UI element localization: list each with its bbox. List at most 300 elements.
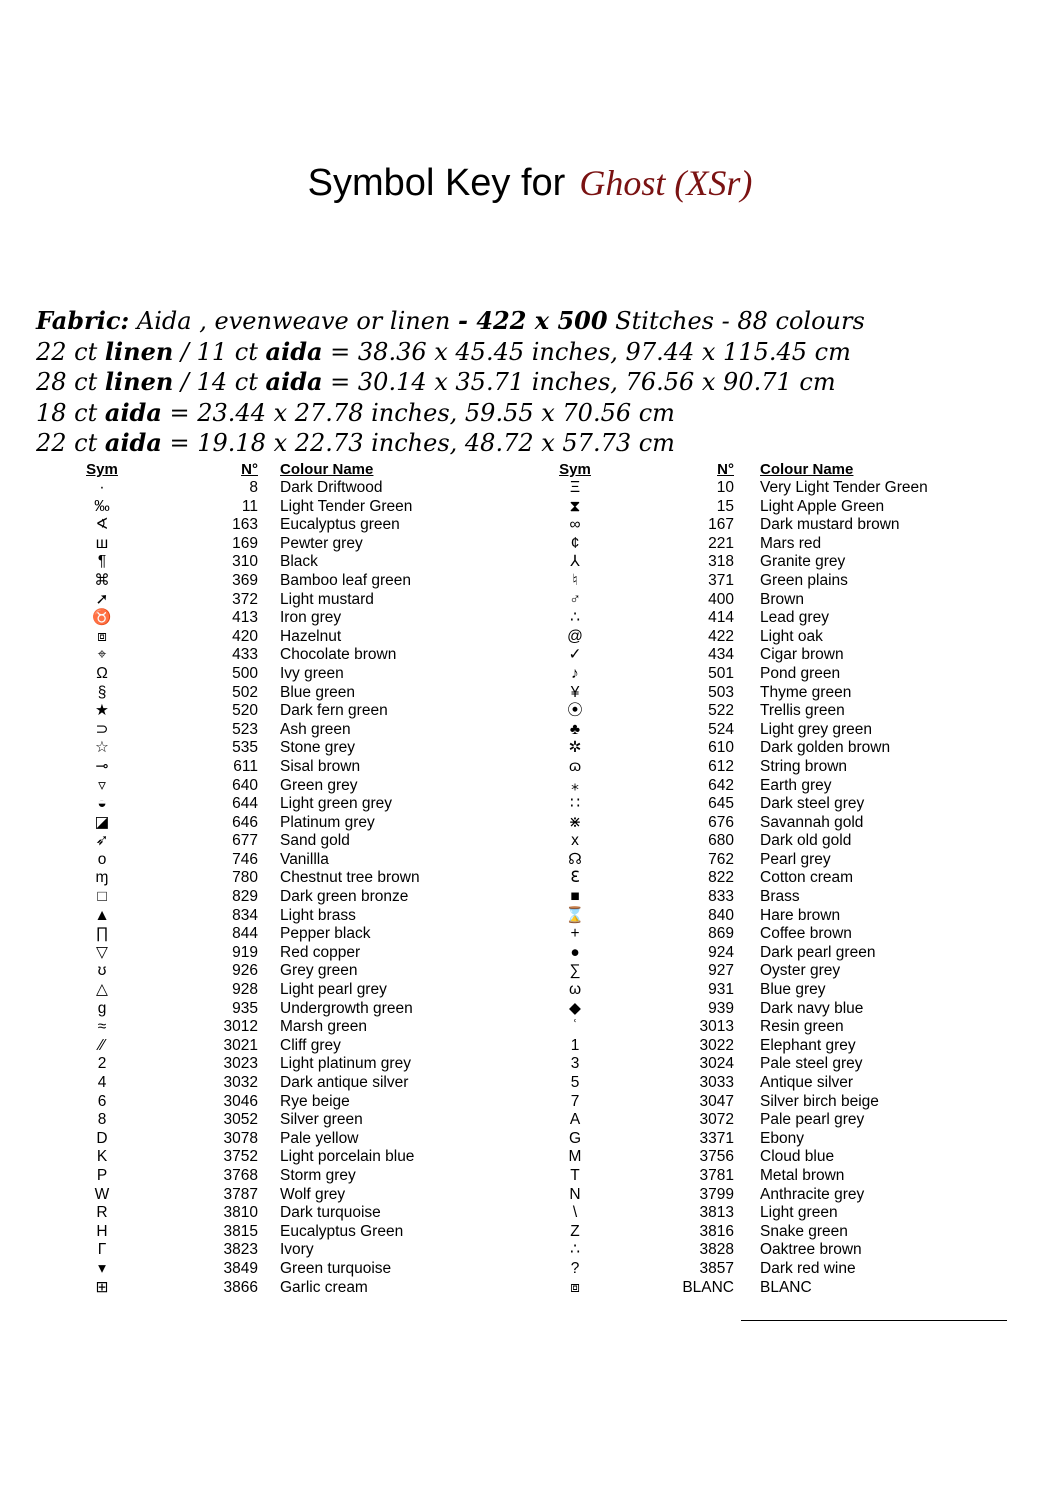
symbol-row bbox=[0, 1093, 530, 1112]
colour-name: Bamboo leaf green bbox=[280, 571, 411, 589]
colour-number: 642 bbox=[708, 776, 734, 794]
symbol-row bbox=[530, 832, 1060, 851]
symbol: ⦿ bbox=[567, 702, 583, 720]
colour-number: 3810 bbox=[223, 1204, 258, 1222]
fabric-text: aida bbox=[265, 367, 323, 397]
colour-name: Black bbox=[280, 553, 318, 571]
symbol: ◒ bbox=[97, 795, 107, 813]
symbol-row bbox=[530, 739, 1060, 758]
colour-number: 927 bbox=[708, 962, 734, 980]
symbol-row bbox=[0, 591, 530, 610]
colour-name: Brass bbox=[760, 888, 800, 906]
colour-number: 413 bbox=[232, 609, 258, 627]
symbol-row bbox=[530, 646, 1060, 665]
symbol: 2 bbox=[97, 1055, 107, 1073]
symbol-row bbox=[530, 888, 1060, 907]
fabric-text: / 14 ct bbox=[173, 368, 266, 397]
colour-name: Pale yellow bbox=[280, 1129, 359, 1147]
colour-name: Dark steel grey bbox=[760, 795, 865, 813]
symbol-row bbox=[0, 609, 530, 628]
symbol: ¢ bbox=[570, 534, 580, 552]
header-number: N° bbox=[241, 461, 258, 478]
symbol: ∴ bbox=[570, 609, 580, 627]
colour-number: 522 bbox=[708, 702, 734, 720]
symbol-row bbox=[530, 609, 1060, 628]
symbol-row bbox=[530, 516, 1060, 535]
colour-name: Wolf grey bbox=[280, 1185, 346, 1203]
colour-name: Resin green bbox=[760, 1018, 844, 1036]
symbol-row bbox=[530, 721, 1060, 740]
symbol: ▽ bbox=[96, 943, 108, 961]
colour-number: 3857 bbox=[699, 1259, 734, 1277]
colour-name: Cigar brown bbox=[760, 646, 844, 664]
symbol: ▿ bbox=[98, 776, 106, 794]
symbol-row bbox=[0, 479, 530, 498]
colour-name: Pepper black bbox=[280, 925, 371, 943]
fabric-text: aida bbox=[104, 428, 162, 458]
colour-name: Grey green bbox=[280, 962, 358, 980]
fabric-size: = 23.44 x 27.78 inches, 59.55 x 70.56 cm bbox=[161, 398, 675, 427]
colour-number: 500 bbox=[232, 664, 258, 682]
fabric-label: Fabric: bbox=[36, 306, 130, 335]
symbol: ⊸ bbox=[95, 757, 109, 775]
colour-number: 371 bbox=[708, 571, 734, 589]
symbol: A bbox=[569, 1111, 581, 1129]
symbol: ➶ bbox=[95, 832, 109, 850]
colour-number: 11 bbox=[241, 497, 258, 515]
symbol-row bbox=[0, 684, 530, 703]
symbol: K bbox=[96, 1148, 108, 1166]
symbol-row bbox=[0, 1260, 530, 1279]
column-header-row bbox=[530, 460, 1060, 479]
colour-name: Marsh green bbox=[280, 1018, 368, 1036]
colour-number: 612 bbox=[708, 757, 734, 775]
symbol: R bbox=[96, 1204, 108, 1222]
colour-number: 520 bbox=[232, 702, 258, 720]
colour-number: 3047 bbox=[699, 1092, 734, 1110]
symbol-row bbox=[0, 1279, 530, 1298]
colour-number: 8 bbox=[249, 479, 258, 496]
symbol-row bbox=[530, 1148, 1060, 1167]
colour-name: Pale steel grey bbox=[760, 1055, 863, 1073]
symbol-row bbox=[530, 591, 1060, 610]
colour-number: 169 bbox=[232, 534, 258, 552]
fabric-text: / 11 ct bbox=[173, 337, 266, 366]
colour-number: 3046 bbox=[223, 1092, 258, 1110]
fabric-line-1 bbox=[36, 306, 865, 337]
colour-name: Granite grey bbox=[760, 553, 846, 571]
symbol-row bbox=[0, 777, 530, 796]
symbol-key-right-column bbox=[530, 460, 1060, 1297]
symbol-row bbox=[0, 721, 530, 740]
colour-name: Light Apple Green bbox=[760, 497, 885, 515]
colour-name: Light oak bbox=[760, 627, 823, 645]
page-title bbox=[0, 162, 1060, 205]
colour-name: Dark pearl green bbox=[760, 943, 876, 961]
colour-number: 420 bbox=[232, 627, 258, 645]
colour-name: Trellis green bbox=[760, 702, 845, 720]
colour-number: 3052 bbox=[223, 1111, 258, 1129]
symbol-row bbox=[0, 1167, 530, 1186]
colour-number: 919 bbox=[232, 943, 258, 961]
symbol-row bbox=[530, 1037, 1060, 1056]
symbol: H bbox=[96, 1222, 108, 1240]
symbol: ▾ bbox=[98, 1259, 106, 1277]
colour-number: 3013 bbox=[699, 1018, 734, 1036]
symbol-row bbox=[530, 684, 1060, 703]
fabric-text: 22 ct bbox=[36, 429, 105, 458]
colour-number: 844 bbox=[232, 925, 258, 943]
colour-name: Silver birch beige bbox=[760, 1092, 879, 1110]
colour-name: Cliff grey bbox=[280, 1036, 341, 1054]
colour-name: Green plains bbox=[760, 571, 848, 589]
colour-name: Oaktree brown bbox=[760, 1241, 862, 1259]
colour-number: 939 bbox=[708, 999, 734, 1017]
symbol: ≈ bbox=[97, 1018, 107, 1036]
symbol-row bbox=[0, 795, 530, 814]
colour-name: Dark mustard brown bbox=[760, 516, 900, 534]
symbol: 7 bbox=[570, 1092, 580, 1110]
symbol-row bbox=[0, 981, 530, 1000]
symbol: ● bbox=[570, 943, 580, 961]
symbol-row bbox=[530, 944, 1060, 963]
colour-number: 762 bbox=[708, 850, 734, 868]
colour-number: 780 bbox=[232, 869, 258, 887]
colour-name: String brown bbox=[760, 757, 848, 775]
symbol: G bbox=[568, 1129, 582, 1147]
symbol-row bbox=[530, 1204, 1060, 1223]
column-header-row bbox=[0, 460, 530, 479]
colour-number: 829 bbox=[232, 888, 258, 906]
colour-number: 221 bbox=[708, 534, 734, 552]
colour-number: 926 bbox=[232, 962, 258, 980]
colour-number: 3371 bbox=[699, 1129, 734, 1147]
symbol-row bbox=[0, 1055, 530, 1074]
symbol: Γ bbox=[97, 1241, 107, 1259]
colour-number: 677 bbox=[232, 832, 258, 850]
colour-name: Very Light Tender Green bbox=[760, 479, 928, 496]
symbol: ♂ bbox=[569, 590, 581, 608]
symbol-row bbox=[0, 851, 530, 870]
symbol: 8 bbox=[97, 1111, 107, 1129]
fabric-text: linen bbox=[104, 367, 174, 397]
symbol: Ξ bbox=[569, 479, 581, 496]
stitch-count: - 422 x 500 bbox=[458, 306, 608, 335]
fabric-info bbox=[36, 306, 865, 459]
symbol-row bbox=[530, 535, 1060, 554]
colour-name: Undergrowth green bbox=[280, 999, 413, 1017]
signature-line bbox=[741, 1320, 1007, 1321]
symbol-row bbox=[0, 1037, 530, 1056]
symbol: 6 bbox=[97, 1092, 107, 1110]
symbol: ∑ bbox=[569, 962, 581, 980]
header-sym: Sym bbox=[559, 461, 591, 478]
colour-name: Light green grey bbox=[280, 795, 393, 813]
colour-number: 928 bbox=[232, 981, 258, 999]
symbol-row bbox=[0, 814, 530, 833]
symbol-row bbox=[530, 795, 1060, 814]
symbol-row bbox=[530, 851, 1060, 870]
symbol-row bbox=[530, 553, 1060, 572]
colour-name: Storm grey bbox=[280, 1166, 356, 1184]
symbol-row bbox=[530, 665, 1060, 684]
colour-name: Rye beige bbox=[280, 1092, 350, 1110]
symbol: ♮ bbox=[572, 571, 578, 589]
colour-number: 3815 bbox=[223, 1222, 258, 1240]
symbol: ∞ bbox=[569, 516, 581, 534]
symbol-row bbox=[530, 1074, 1060, 1093]
symbol: N bbox=[569, 1185, 581, 1203]
symbol: ☊ bbox=[568, 850, 582, 868]
symbol-row bbox=[0, 832, 530, 851]
symbol: ♣ bbox=[569, 720, 581, 738]
symbol: ∷ bbox=[570, 795, 580, 813]
colour-number: 372 bbox=[232, 590, 258, 608]
symbol-row bbox=[0, 628, 530, 647]
colour-name: Pewter grey bbox=[280, 534, 363, 552]
fabric-text: 28 ct bbox=[36, 368, 105, 397]
colour-name: Lead grey bbox=[760, 609, 829, 627]
colour-name: Garlic cream bbox=[280, 1278, 368, 1296]
colour-number: 434 bbox=[708, 646, 734, 664]
symbol: ʊ bbox=[97, 962, 107, 980]
symbol-row bbox=[0, 925, 530, 944]
fabric-size: = 30.14 x 35.71 inches, 76.56 x 90.71 cm bbox=[322, 368, 836, 397]
symbol: 5 bbox=[570, 1074, 580, 1091]
colour-name: Light brass bbox=[280, 906, 356, 924]
colour-number: 931 bbox=[708, 981, 734, 999]
symbol: Ω bbox=[96, 664, 108, 682]
symbol: ☆ bbox=[95, 739, 109, 757]
colour-name: Dark antique silver bbox=[280, 1074, 409, 1091]
symbol: ɷ bbox=[568, 757, 582, 775]
colour-name: Chestnut tree brown bbox=[280, 869, 420, 887]
symbol: P bbox=[96, 1166, 108, 1184]
colour-number: 422 bbox=[708, 627, 734, 645]
symbol-row bbox=[530, 981, 1060, 1000]
colour-number: 310 bbox=[232, 553, 258, 571]
symbol: ¶ bbox=[97, 553, 107, 571]
fabric-text: 18 ct bbox=[36, 398, 105, 427]
colour-name: Dark Driftwood bbox=[280, 479, 383, 496]
colour-name: Light green bbox=[760, 1204, 838, 1222]
colour-number: 502 bbox=[232, 683, 258, 701]
fabric-text: 22 ct bbox=[36, 337, 105, 366]
symbol: ♪ bbox=[571, 664, 579, 682]
colour-number: 523 bbox=[232, 720, 258, 738]
colour-name: Blue green bbox=[280, 683, 355, 701]
colour-name: Iron grey bbox=[280, 609, 342, 627]
colour-number: 746 bbox=[232, 850, 258, 868]
symbol-row bbox=[0, 535, 530, 554]
symbol: g bbox=[97, 999, 107, 1017]
colour-name: Vanillla bbox=[280, 850, 329, 868]
colour-name: Eucalyptus Green bbox=[280, 1222, 404, 1240]
colour-number: 15 bbox=[716, 497, 734, 515]
symbol-row bbox=[530, 1093, 1060, 1112]
colour-number: 924 bbox=[708, 943, 734, 961]
colour-name: Red copper bbox=[280, 943, 361, 961]
colour-number: 414 bbox=[708, 609, 734, 627]
symbol: x bbox=[571, 832, 579, 850]
symbol-row bbox=[530, 1186, 1060, 1205]
symbol-row bbox=[0, 1074, 530, 1093]
colour-name: Ivory bbox=[280, 1241, 314, 1259]
colour-name: Thyme green bbox=[760, 683, 852, 701]
symbol: ш bbox=[95, 534, 109, 552]
colour-name: Light platinum grey bbox=[280, 1055, 411, 1073]
colour-name: Oyster grey bbox=[760, 962, 841, 980]
symbol-row bbox=[530, 1241, 1060, 1260]
colour-number: 3752 bbox=[223, 1148, 258, 1166]
symbol-row bbox=[530, 572, 1060, 591]
colour-number: 503 bbox=[708, 683, 734, 701]
symbol-row bbox=[0, 907, 530, 926]
colour-number: 822 bbox=[708, 869, 734, 887]
colour-number: 611 bbox=[233, 757, 258, 775]
symbol: ɱ bbox=[95, 869, 109, 887]
symbol-row bbox=[530, 758, 1060, 777]
symbol-row bbox=[0, 702, 530, 721]
symbol-row bbox=[0, 516, 530, 535]
colour-name: Sand gold bbox=[280, 832, 350, 850]
symbol: ⊃ bbox=[95, 720, 109, 738]
symbol: 3 bbox=[570, 1055, 580, 1073]
symbol: T bbox=[570, 1166, 580, 1184]
symbol: □ bbox=[97, 888, 107, 906]
symbol: ⁎ bbox=[571, 776, 579, 794]
colour-number: 3813 bbox=[699, 1204, 734, 1222]
symbol: ▲ bbox=[94, 906, 110, 924]
symbol-row bbox=[0, 1000, 530, 1019]
colour-number: 3787 bbox=[223, 1185, 258, 1203]
colour-name: Savannah gold bbox=[760, 813, 864, 831]
symbol: ⌖ bbox=[97, 646, 107, 664]
symbol-row bbox=[530, 1279, 1060, 1298]
symbol-row bbox=[0, 739, 530, 758]
symbol-row bbox=[0, 758, 530, 777]
symbol: 1 bbox=[570, 1036, 580, 1054]
colour-name: BLANC bbox=[760, 1278, 812, 1296]
symbol: ⁄⁄ bbox=[99, 1036, 105, 1054]
colour-number: 644 bbox=[232, 795, 258, 813]
symbol-row bbox=[0, 1130, 530, 1149]
symbol-row bbox=[0, 962, 530, 981]
symbol-row bbox=[0, 498, 530, 517]
symbol-row bbox=[530, 1130, 1060, 1149]
colour-name: Dark navy blue bbox=[760, 999, 864, 1017]
colour-name: Light Tender Green bbox=[280, 497, 413, 515]
colour-number: 640 bbox=[232, 776, 258, 794]
symbol-row bbox=[0, 869, 530, 888]
colour-number: 3022 bbox=[699, 1036, 734, 1054]
symbol: ? bbox=[570, 1259, 580, 1277]
colour-name: Pearl grey bbox=[760, 850, 831, 868]
symbol-row bbox=[530, 628, 1060, 647]
symbol-row bbox=[530, 925, 1060, 944]
colour-number: 3849 bbox=[223, 1259, 258, 1277]
colour-number: 3033 bbox=[699, 1074, 734, 1091]
colour-name: Platinum grey bbox=[280, 813, 375, 831]
colour-number: 3756 bbox=[699, 1148, 734, 1166]
symbol: D bbox=[96, 1129, 108, 1147]
colour-name: Dark golden brown bbox=[760, 739, 891, 757]
colour-name: Light grey green bbox=[760, 720, 873, 738]
symbol: ‰ bbox=[94, 497, 110, 515]
symbol-row bbox=[530, 814, 1060, 833]
symbol-row bbox=[0, 572, 530, 591]
colour-number: 833 bbox=[708, 888, 734, 906]
symbol: ◆ bbox=[569, 999, 581, 1017]
fabric-size: = 38.36 x 45.45 inches, 97.44 x 115.45 cm bbox=[322, 337, 851, 366]
colour-number: 3816 bbox=[699, 1222, 734, 1240]
symbol-row bbox=[0, 553, 530, 572]
symbol-row bbox=[530, 1111, 1060, 1130]
colour-number: 3866 bbox=[223, 1278, 258, 1296]
colour-name: Elephant grey bbox=[760, 1036, 856, 1054]
colour-number: 840 bbox=[708, 906, 734, 924]
colour-number: 3072 bbox=[699, 1111, 734, 1129]
colour-number: 167 bbox=[708, 516, 734, 534]
colour-name: Dark green bronze bbox=[280, 888, 409, 906]
fabric-text: linen bbox=[104, 336, 174, 366]
symbol: ∴ bbox=[570, 1241, 580, 1259]
colour-number: 400 bbox=[708, 590, 734, 608]
colour-name: Ebony bbox=[760, 1129, 804, 1147]
symbol-row bbox=[530, 1223, 1060, 1242]
colour-name: Mars red bbox=[760, 534, 822, 552]
symbol: + bbox=[570, 925, 580, 943]
header-sym: Sym bbox=[86, 461, 118, 478]
symbol-row bbox=[0, 1223, 530, 1242]
symbol: ∢ bbox=[95, 516, 109, 534]
symbol-row bbox=[530, 962, 1060, 981]
fabric-types: Aida , evenweave or linen bbox=[129, 307, 459, 335]
symbol: ■ bbox=[570, 888, 580, 906]
symbol-row bbox=[530, 1018, 1060, 1037]
colour-number: 501 bbox=[708, 664, 734, 682]
colour-number: 3032 bbox=[223, 1074, 258, 1091]
colour-name: Light pearl grey bbox=[280, 981, 387, 999]
colour-number: 3078 bbox=[223, 1129, 258, 1147]
colour-name: Silver green bbox=[280, 1111, 363, 1129]
colour-number: 535 bbox=[232, 739, 258, 757]
symbol-row bbox=[530, 1260, 1060, 1279]
colour-name: Blue grey bbox=[760, 981, 826, 999]
colour-name: Earth grey bbox=[760, 776, 832, 794]
symbol: ✓ bbox=[568, 646, 582, 664]
symbol-key-left-column bbox=[0, 460, 530, 1297]
colour-number: 3023 bbox=[223, 1055, 258, 1073]
symbol-row bbox=[530, 1055, 1060, 1074]
colour-name: Ash green bbox=[280, 720, 351, 738]
symbol-row bbox=[530, 498, 1060, 517]
colour-name: Snake green bbox=[760, 1222, 848, 1240]
fabric-line-3 bbox=[36, 367, 865, 398]
symbol: ⌛ bbox=[565, 906, 585, 924]
colour-name: Dark fern green bbox=[280, 702, 388, 720]
title-prefix: Symbol Key for bbox=[307, 162, 566, 204]
colour-number: 646 bbox=[232, 813, 258, 831]
fabric-line-2 bbox=[36, 337, 865, 368]
symbol: ⅄ bbox=[570, 553, 580, 571]
colour-name: Chocolate brown bbox=[280, 646, 397, 664]
header-colour-name: Colour Name bbox=[760, 461, 854, 478]
symbol-row bbox=[530, 1167, 1060, 1186]
colour-name: Hazelnut bbox=[280, 627, 342, 645]
symbol: ◪ bbox=[94, 813, 110, 831]
colour-number: 3781 bbox=[699, 1166, 734, 1184]
